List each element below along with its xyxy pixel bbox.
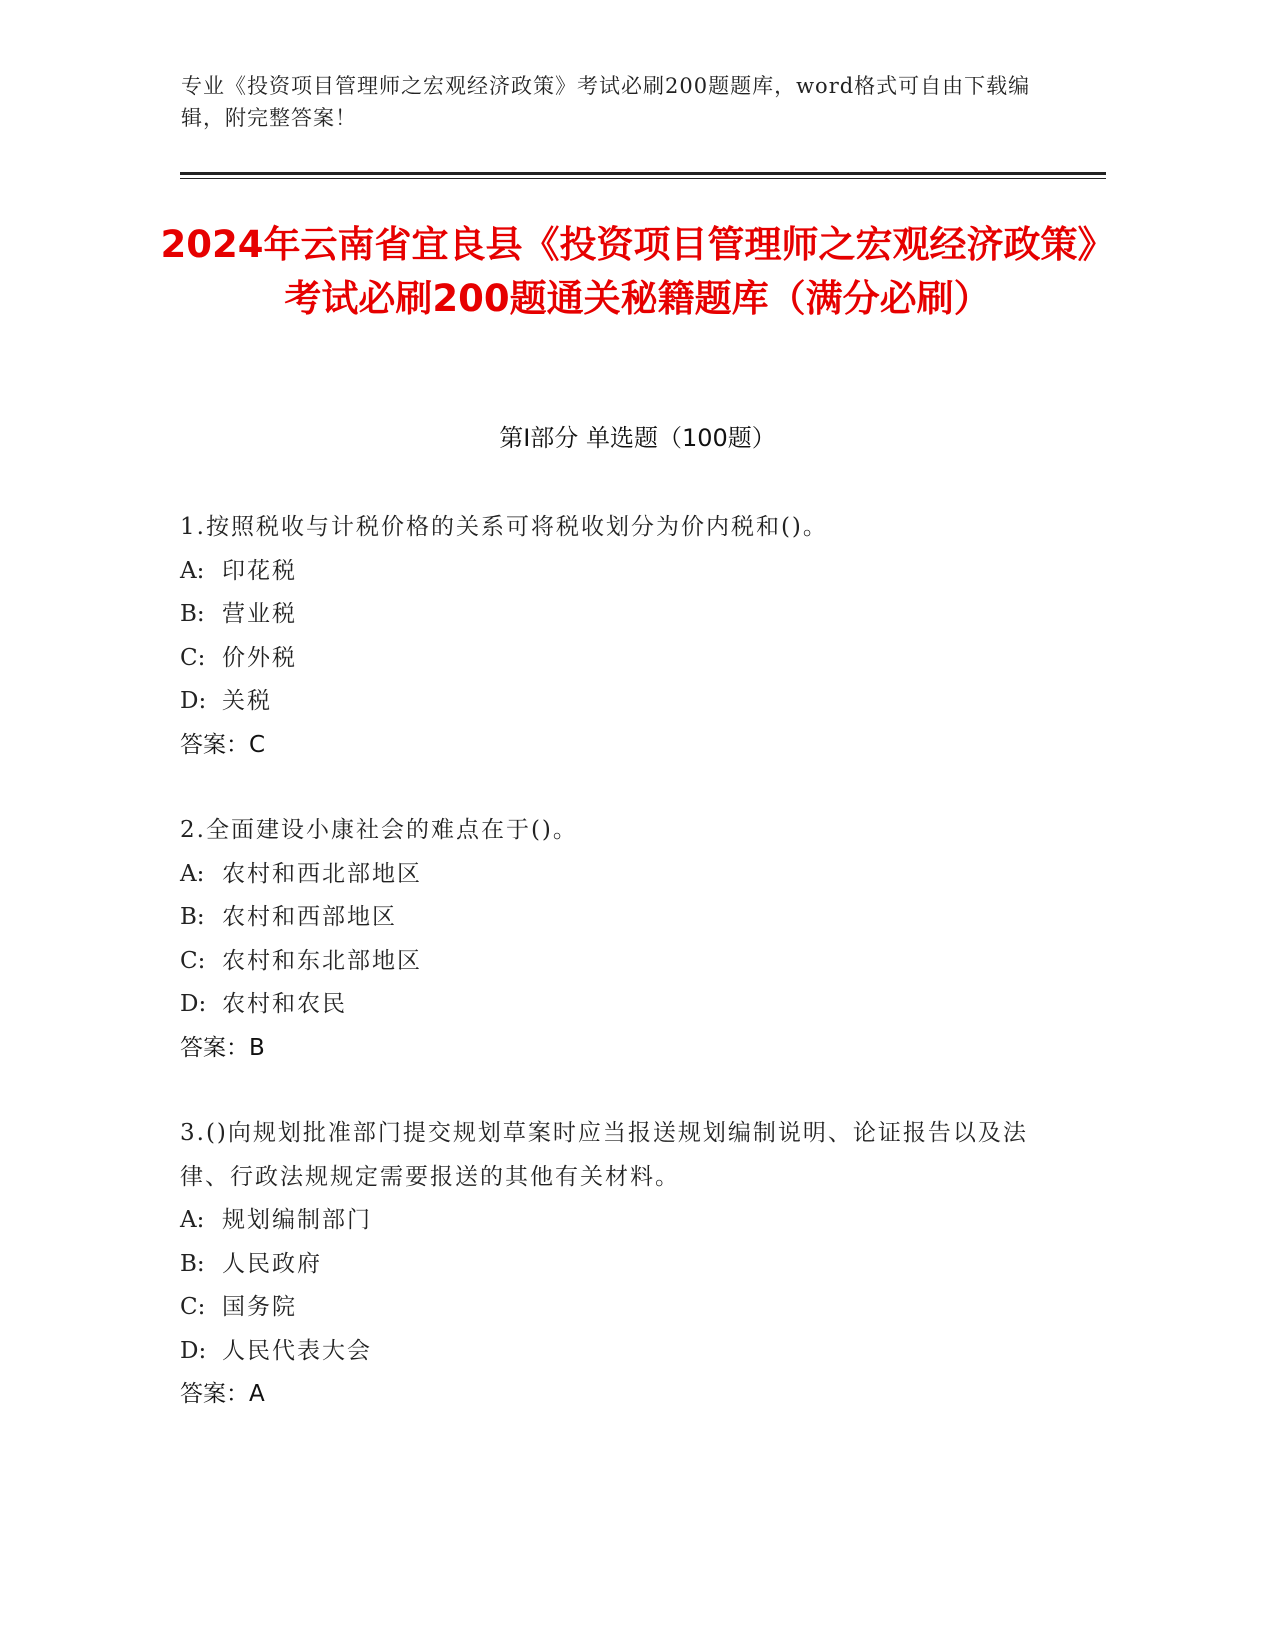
question-2 — [180, 809, 1030, 1070]
option-c — [180, 637, 1030, 681]
option-b — [180, 896, 1030, 940]
option-letter: B: — [180, 904, 205, 930]
option-letter: B: — [180, 601, 205, 627]
option-letter: D: — [180, 1337, 207, 1364]
option-b — [180, 1243, 1030, 1287]
option-a — [180, 550, 1030, 594]
question-3 — [180, 1112, 1030, 1417]
option-c — [180, 1286, 1030, 1330]
option-d — [180, 680, 1030, 724]
option-letter: C: — [180, 644, 206, 671]
option-letter: A: — [180, 1207, 205, 1233]
option-d — [180, 1330, 1030, 1374]
header-divider-thick — [180, 172, 1106, 175]
option-d — [180, 983, 1030, 1027]
question-1 — [180, 506, 1030, 767]
option-a — [180, 853, 1030, 897]
option-text: 农村和农民 — [222, 991, 347, 1017]
option-letter: D: — [180, 991, 207, 1017]
question-list — [180, 506, 1030, 1459]
header-divider-thin — [180, 178, 1106, 179]
option-text: 国务院 — [222, 1294, 297, 1320]
option-text: 营业税 — [222, 601, 297, 627]
option-a — [180, 1199, 1030, 1243]
section-heading: 第I部分 单选题（100题） — [499, 424, 776, 452]
question-stem: 3.()向规划批准部门提交规划草案时应当报送规划编制说明、论证报告以及法律、行政法规规定需要报送的其他有关材料。 — [180, 1120, 1028, 1190]
option-text: 印花税 — [222, 557, 297, 584]
option-text: 人民政府 — [222, 1250, 322, 1277]
answer-line: 答案：B — [180, 1034, 265, 1061]
option-text: 关税 — [222, 688, 272, 714]
option-text: 规划编制部门 — [222, 1207, 372, 1233]
option-letter: C: — [180, 1294, 206, 1320]
option-text: 农村和西部地区 — [222, 904, 397, 930]
option-letter: A: — [180, 860, 205, 887]
option-letter: A: — [180, 557, 205, 584]
answer-line: 答案：C — [180, 731, 266, 758]
option-c — [180, 940, 1030, 984]
header-note: 专业《投资项目管理师之宏观经济政策》考试必刷200题题库，word格式可自由下载编辑，附完整答案！ — [181, 74, 1031, 130]
option-text: 价外税 — [222, 644, 297, 671]
option-text: 农村和西北部地区 — [222, 860, 422, 887]
option-letter: D: — [180, 688, 207, 714]
question-stem: 1.按照税收与计税价格的关系可将税收划分为价内税和()。 — [180, 514, 828, 540]
document-title: 2024年云南省宜良县《投资项目管理师之宏观经济政策》考试必刷200题通关秘籍题库（满分必刷） — [160, 223, 1115, 320]
option-letter: C: — [180, 947, 206, 974]
question-stem: 2.全面建设小康社会的难点在于()。 — [180, 817, 578, 843]
option-text: 农村和东北部地区 — [222, 947, 422, 974]
option-text: 人民代表大会 — [222, 1337, 372, 1364]
option-b — [180, 593, 1030, 637]
option-letter: B: — [180, 1250, 205, 1277]
answer-line: 答案：A — [180, 1381, 265, 1407]
